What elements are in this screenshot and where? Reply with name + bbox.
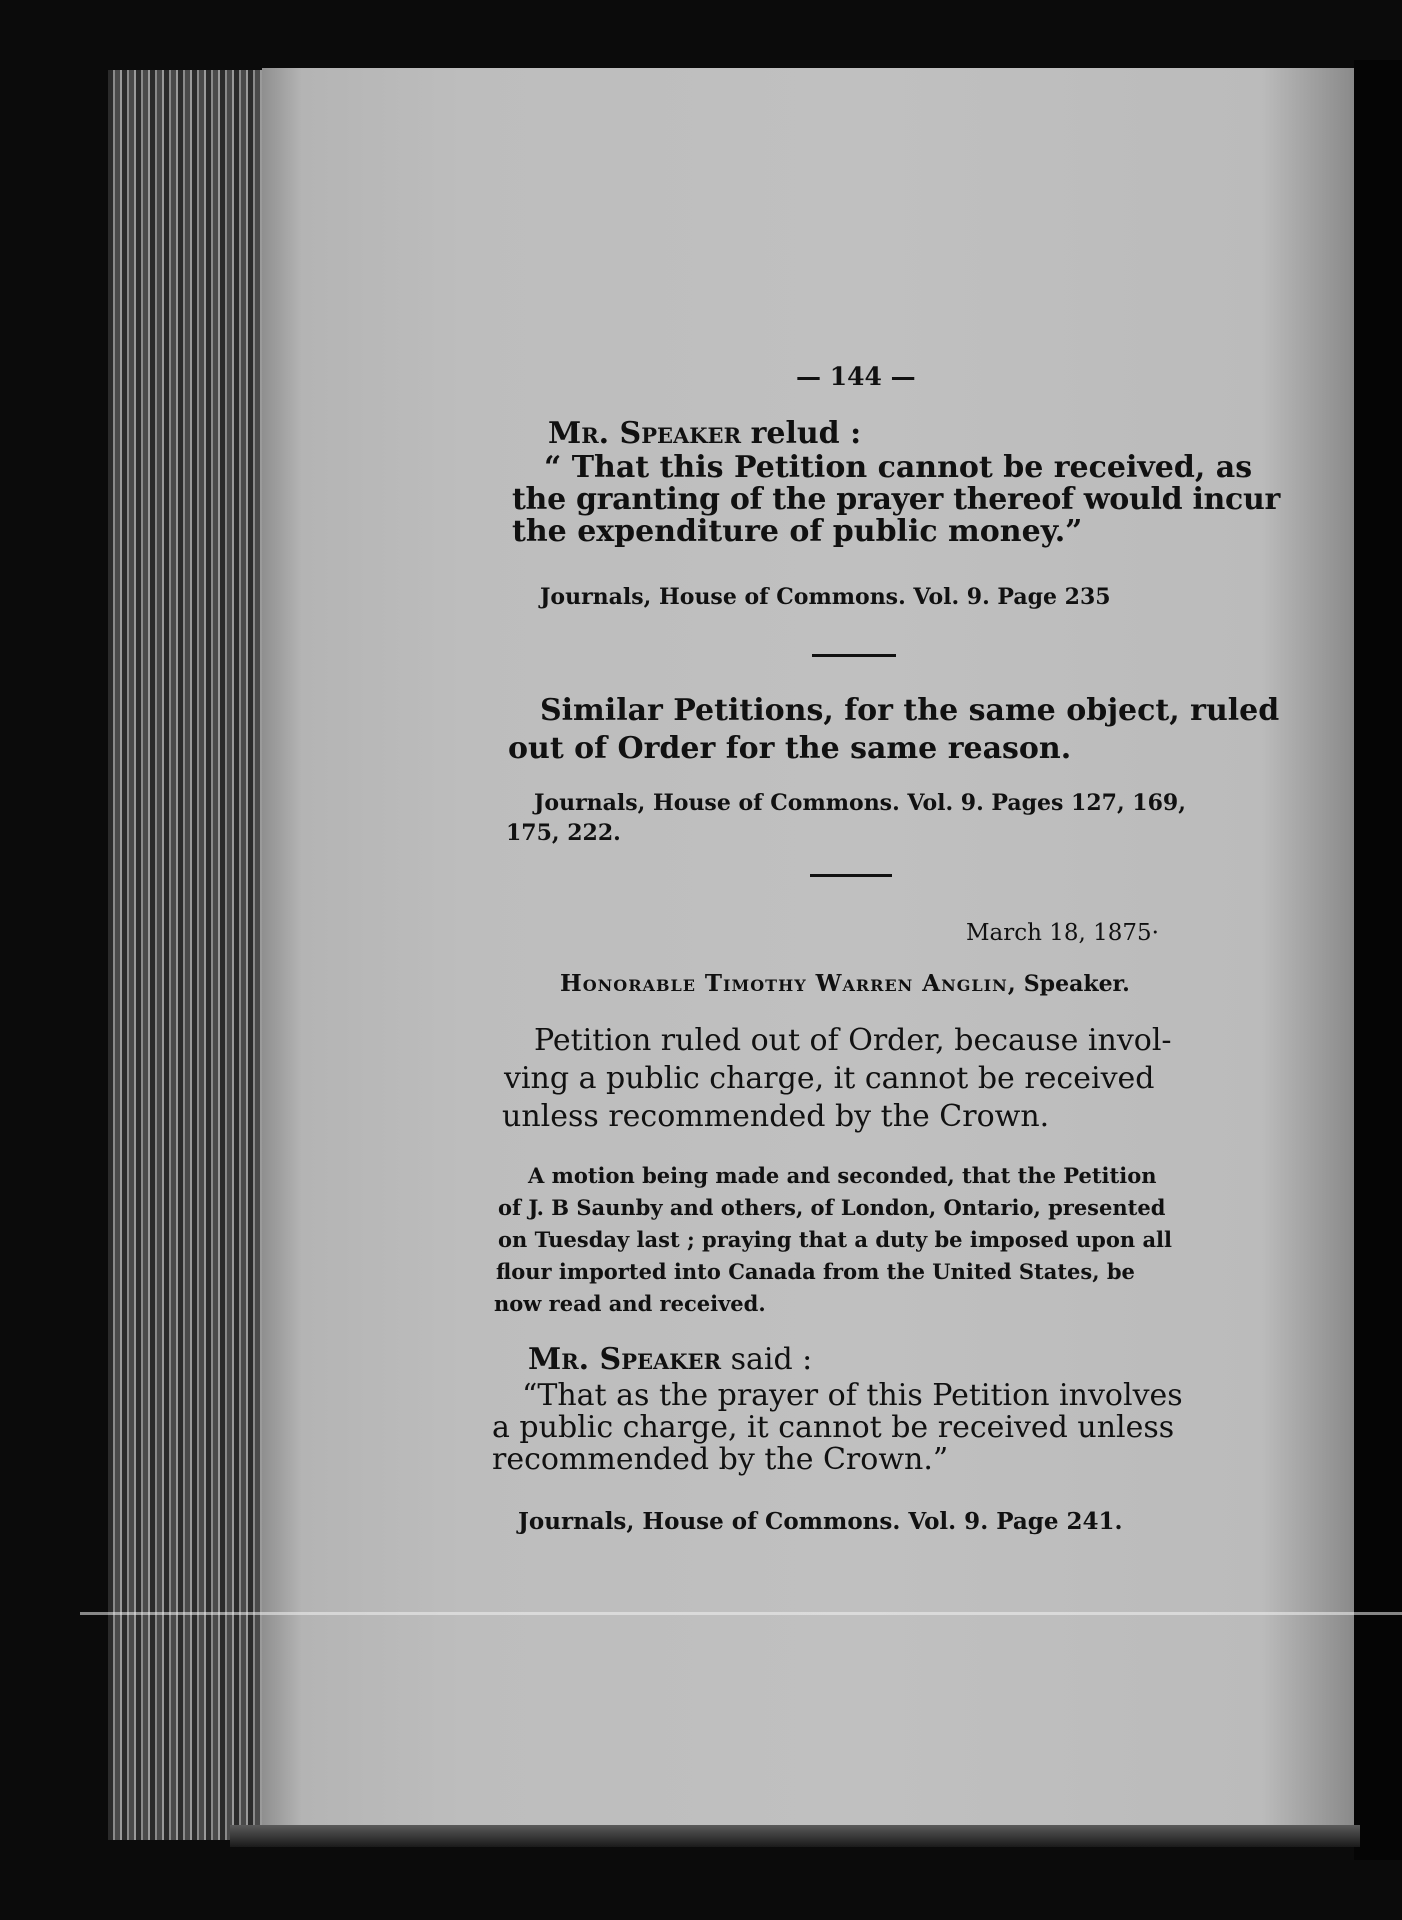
quote-1-line-3: the expenditure of public money.” xyxy=(512,514,1083,549)
similar-line-2: out of Order for the same reason. xyxy=(508,731,1072,766)
quote-1-line-1: “ That this Petition cannot be received, as xyxy=(544,450,1253,485)
speaker-verb-2: said : xyxy=(730,1342,813,1377)
citation-2: Journals, House of Commons. Vol. 9. Page 241. xyxy=(518,1508,1123,1535)
quote-2-line-2: a public charge, it cannot be received unless xyxy=(492,1410,1175,1445)
summary-line-3: unless recommended by the Crown. xyxy=(502,1099,1050,1134)
speaker-byline xyxy=(560,970,1130,997)
motion-line-4: flour imported into Canada from the United States, be xyxy=(496,1259,1135,1284)
speaker-name-2: Mr. Speaker xyxy=(528,1342,722,1377)
citation-1: Journals, House of Commons. Vol. 9. Page 235 xyxy=(540,584,1111,610)
page-bottom-edge xyxy=(230,1825,1360,1847)
page-number: — 144 — xyxy=(796,362,916,391)
speaker-verb-1: relud : xyxy=(750,416,862,451)
section-divider-2 xyxy=(810,874,892,877)
summary-line-2: ving a public charge, it cannot be received xyxy=(504,1061,1155,1096)
section-divider-1 xyxy=(812,654,896,657)
similar-line-1: Similar Petitions, for the same object, ruled xyxy=(540,693,1280,728)
ruling-date: March 18, 1875· xyxy=(966,920,1159,946)
motion-line-1: A motion being made and seconded, that the Petition xyxy=(528,1163,1157,1188)
scan-artifact-line xyxy=(80,1612,1402,1615)
quote-1-line-2: the granting of the prayer thereof would incur xyxy=(512,482,1281,517)
speaker-heading-2 xyxy=(528,1342,812,1377)
similar-citation-line-1: Journals, House of Commons. Vol. 9. Pages 127, 169, xyxy=(534,790,1186,816)
motion-line-3: on Tuesday last ; praying that a duty be imposed upon all xyxy=(498,1227,1173,1252)
speaker-full-name: Honorable Timothy Warren Anglin, xyxy=(560,970,1017,997)
motion-line-2: of J. B Saunby and others, of London, Ontario, presented xyxy=(498,1195,1166,1220)
quote-2-line-3: recommended by the Crown.” xyxy=(492,1442,949,1477)
similar-citation-line-2: 175, 222. xyxy=(506,820,621,846)
gutter-shadow xyxy=(1354,60,1402,1860)
summary-line-1: Petition ruled out of Order, because invol- xyxy=(534,1023,1172,1058)
motion-line-5: now read and received. xyxy=(494,1291,766,1316)
speaker-role: Speaker. xyxy=(1023,971,1130,997)
book-page-edges xyxy=(108,70,278,1840)
speaker-name-1: Mr. Speaker xyxy=(548,416,742,451)
quote-2-line-1: “That as the prayer of this Petition involves xyxy=(522,1378,1183,1413)
speaker-heading-1 xyxy=(548,416,861,451)
book-page xyxy=(262,68,1354,1844)
